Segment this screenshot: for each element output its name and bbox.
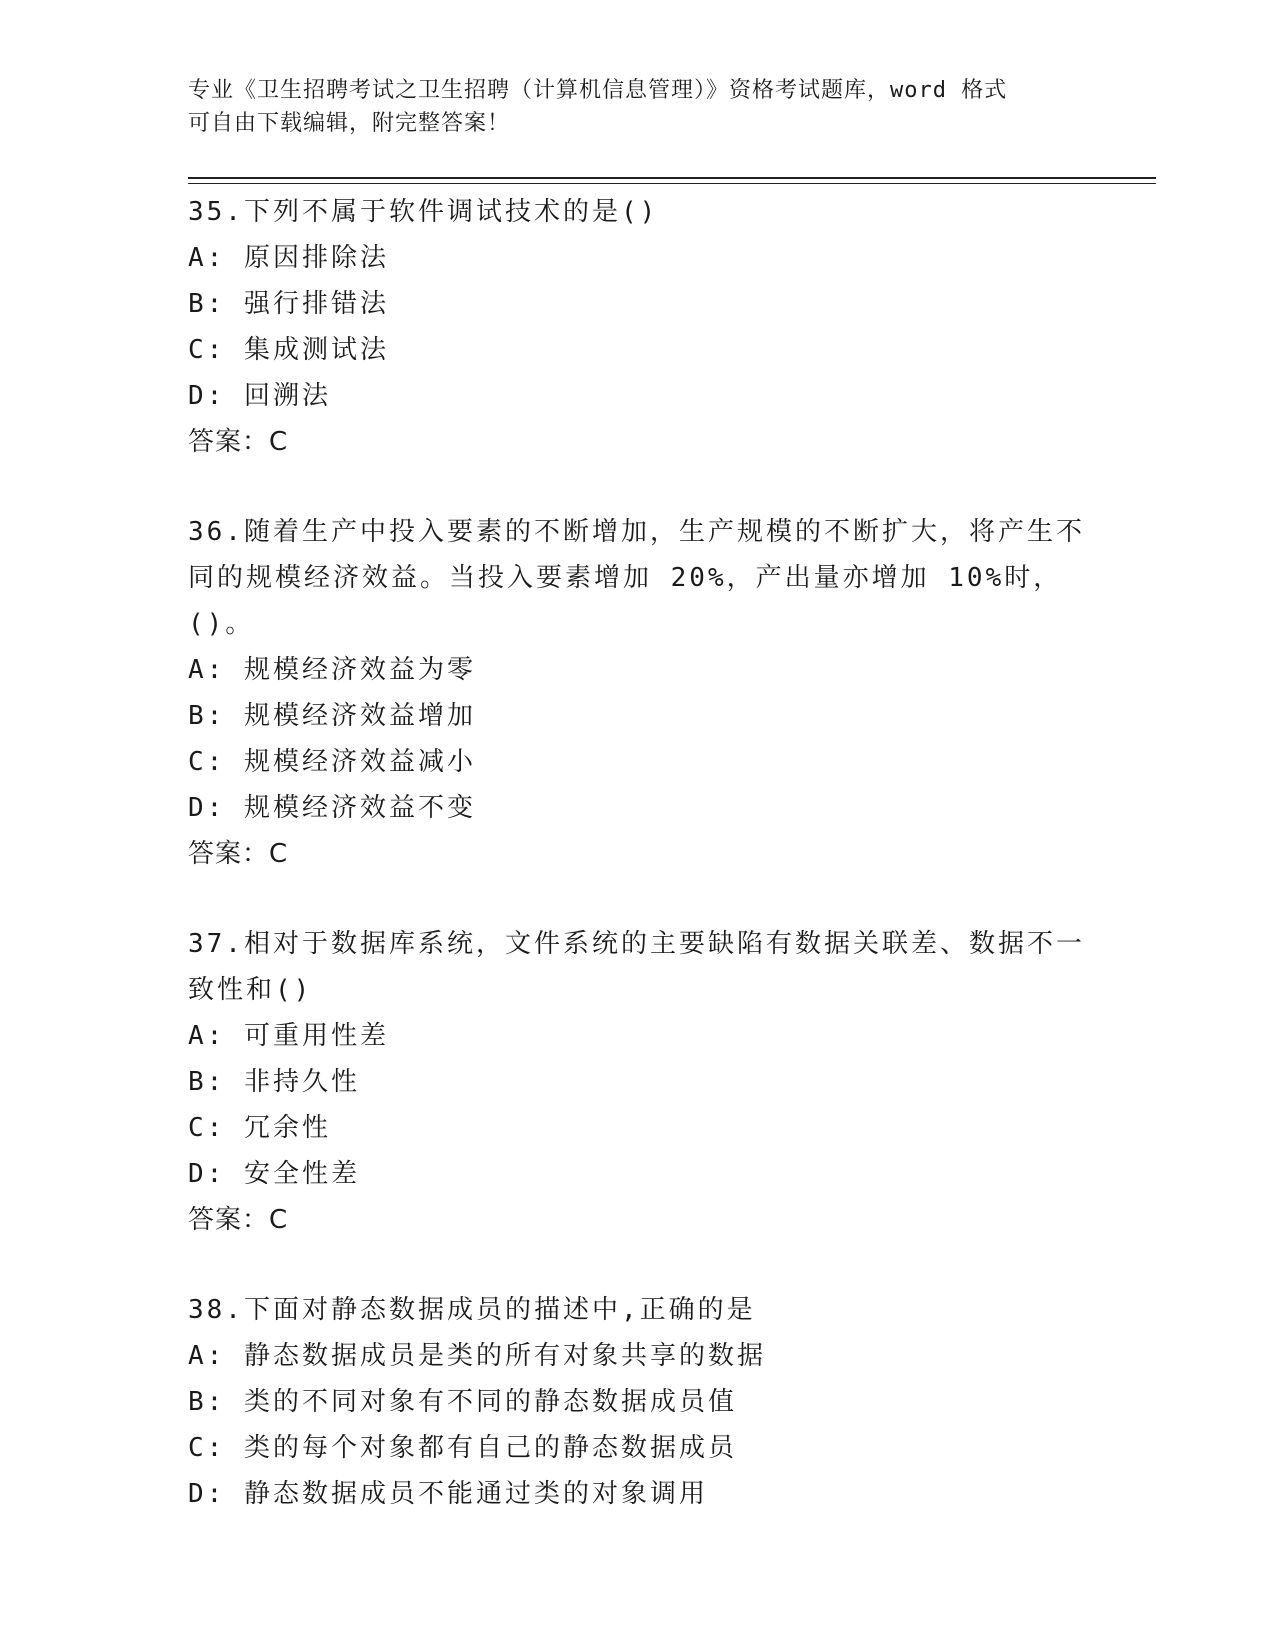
- question-stem: 38.下面对静态数据成员的描述中,正确的是: [188, 1295, 756, 1325]
- answer-line: 答案：C: [188, 1205, 289, 1235]
- option-c: C: 类的每个对象都有自己的静态数据成员: [188, 1433, 737, 1463]
- question-38: [188, 1287, 1088, 1517]
- option-c: C: 集成测试法: [188, 335, 389, 365]
- option-a: A: 规模经济效益为零: [188, 655, 476, 685]
- header-divider-thick: [188, 177, 1156, 179]
- question-37: [188, 921, 1088, 1243]
- header-divider-thin: [188, 183, 1156, 184]
- document-header: [188, 74, 1088, 140]
- answer-line: 答案：C: [188, 839, 289, 869]
- header-line-1: 专业《卫生招聘考试之卫生招聘（计算机信息管理）》资格考试题库，word 格式: [188, 78, 1008, 103]
- question-list: [188, 189, 1088, 1561]
- question-stem: 37.相对于数据库系统，文件系统的主要缺陷有数据关联差、数据不一: [188, 929, 1085, 959]
- header-line-2: 可自由下载编辑，附完整答案！: [188, 111, 511, 136]
- option-d: D: 静态数据成员不能通过类的对象调用: [188, 1479, 708, 1509]
- option-b: B: 规模经济效益增加: [188, 701, 476, 731]
- option-a: A: 可重用性差: [188, 1021, 389, 1051]
- option-d: D: 回溯法: [188, 381, 331, 411]
- option-d: D: 安全性差: [188, 1159, 360, 1189]
- option-b: B: 非持久性: [188, 1067, 360, 1097]
- option-c: C: 规模经济效益减小: [188, 747, 476, 777]
- question-stem: 35.下列不属于软件调试技术的是(): [188, 197, 659, 227]
- question-stem: 36.随着生产中投入要素的不断增加，生产规模的不断扩大，将产生不: [188, 517, 1085, 547]
- question-stem-continued: 致性和(): [188, 975, 313, 1005]
- option-c: C: 冗余性: [188, 1113, 331, 1143]
- option-a: A: 静态数据成员是类的所有对象共享的数据: [188, 1341, 766, 1371]
- option-b: B: 类的不同对象有不同的静态数据成员值: [188, 1387, 737, 1417]
- question-36: [188, 509, 1088, 877]
- option-d: D: 规模经济效益不变: [188, 793, 476, 823]
- question-35: [188, 189, 1088, 465]
- option-a: A: 原因排除法: [188, 243, 389, 273]
- answer-line: 答案：C: [188, 427, 289, 457]
- question-stem-continued: 同的规模经济效益。当投入要素增加 20%，产出量亦增加 10%时，()。: [188, 563, 1063, 639]
- option-b: B: 强行排错法: [188, 289, 389, 319]
